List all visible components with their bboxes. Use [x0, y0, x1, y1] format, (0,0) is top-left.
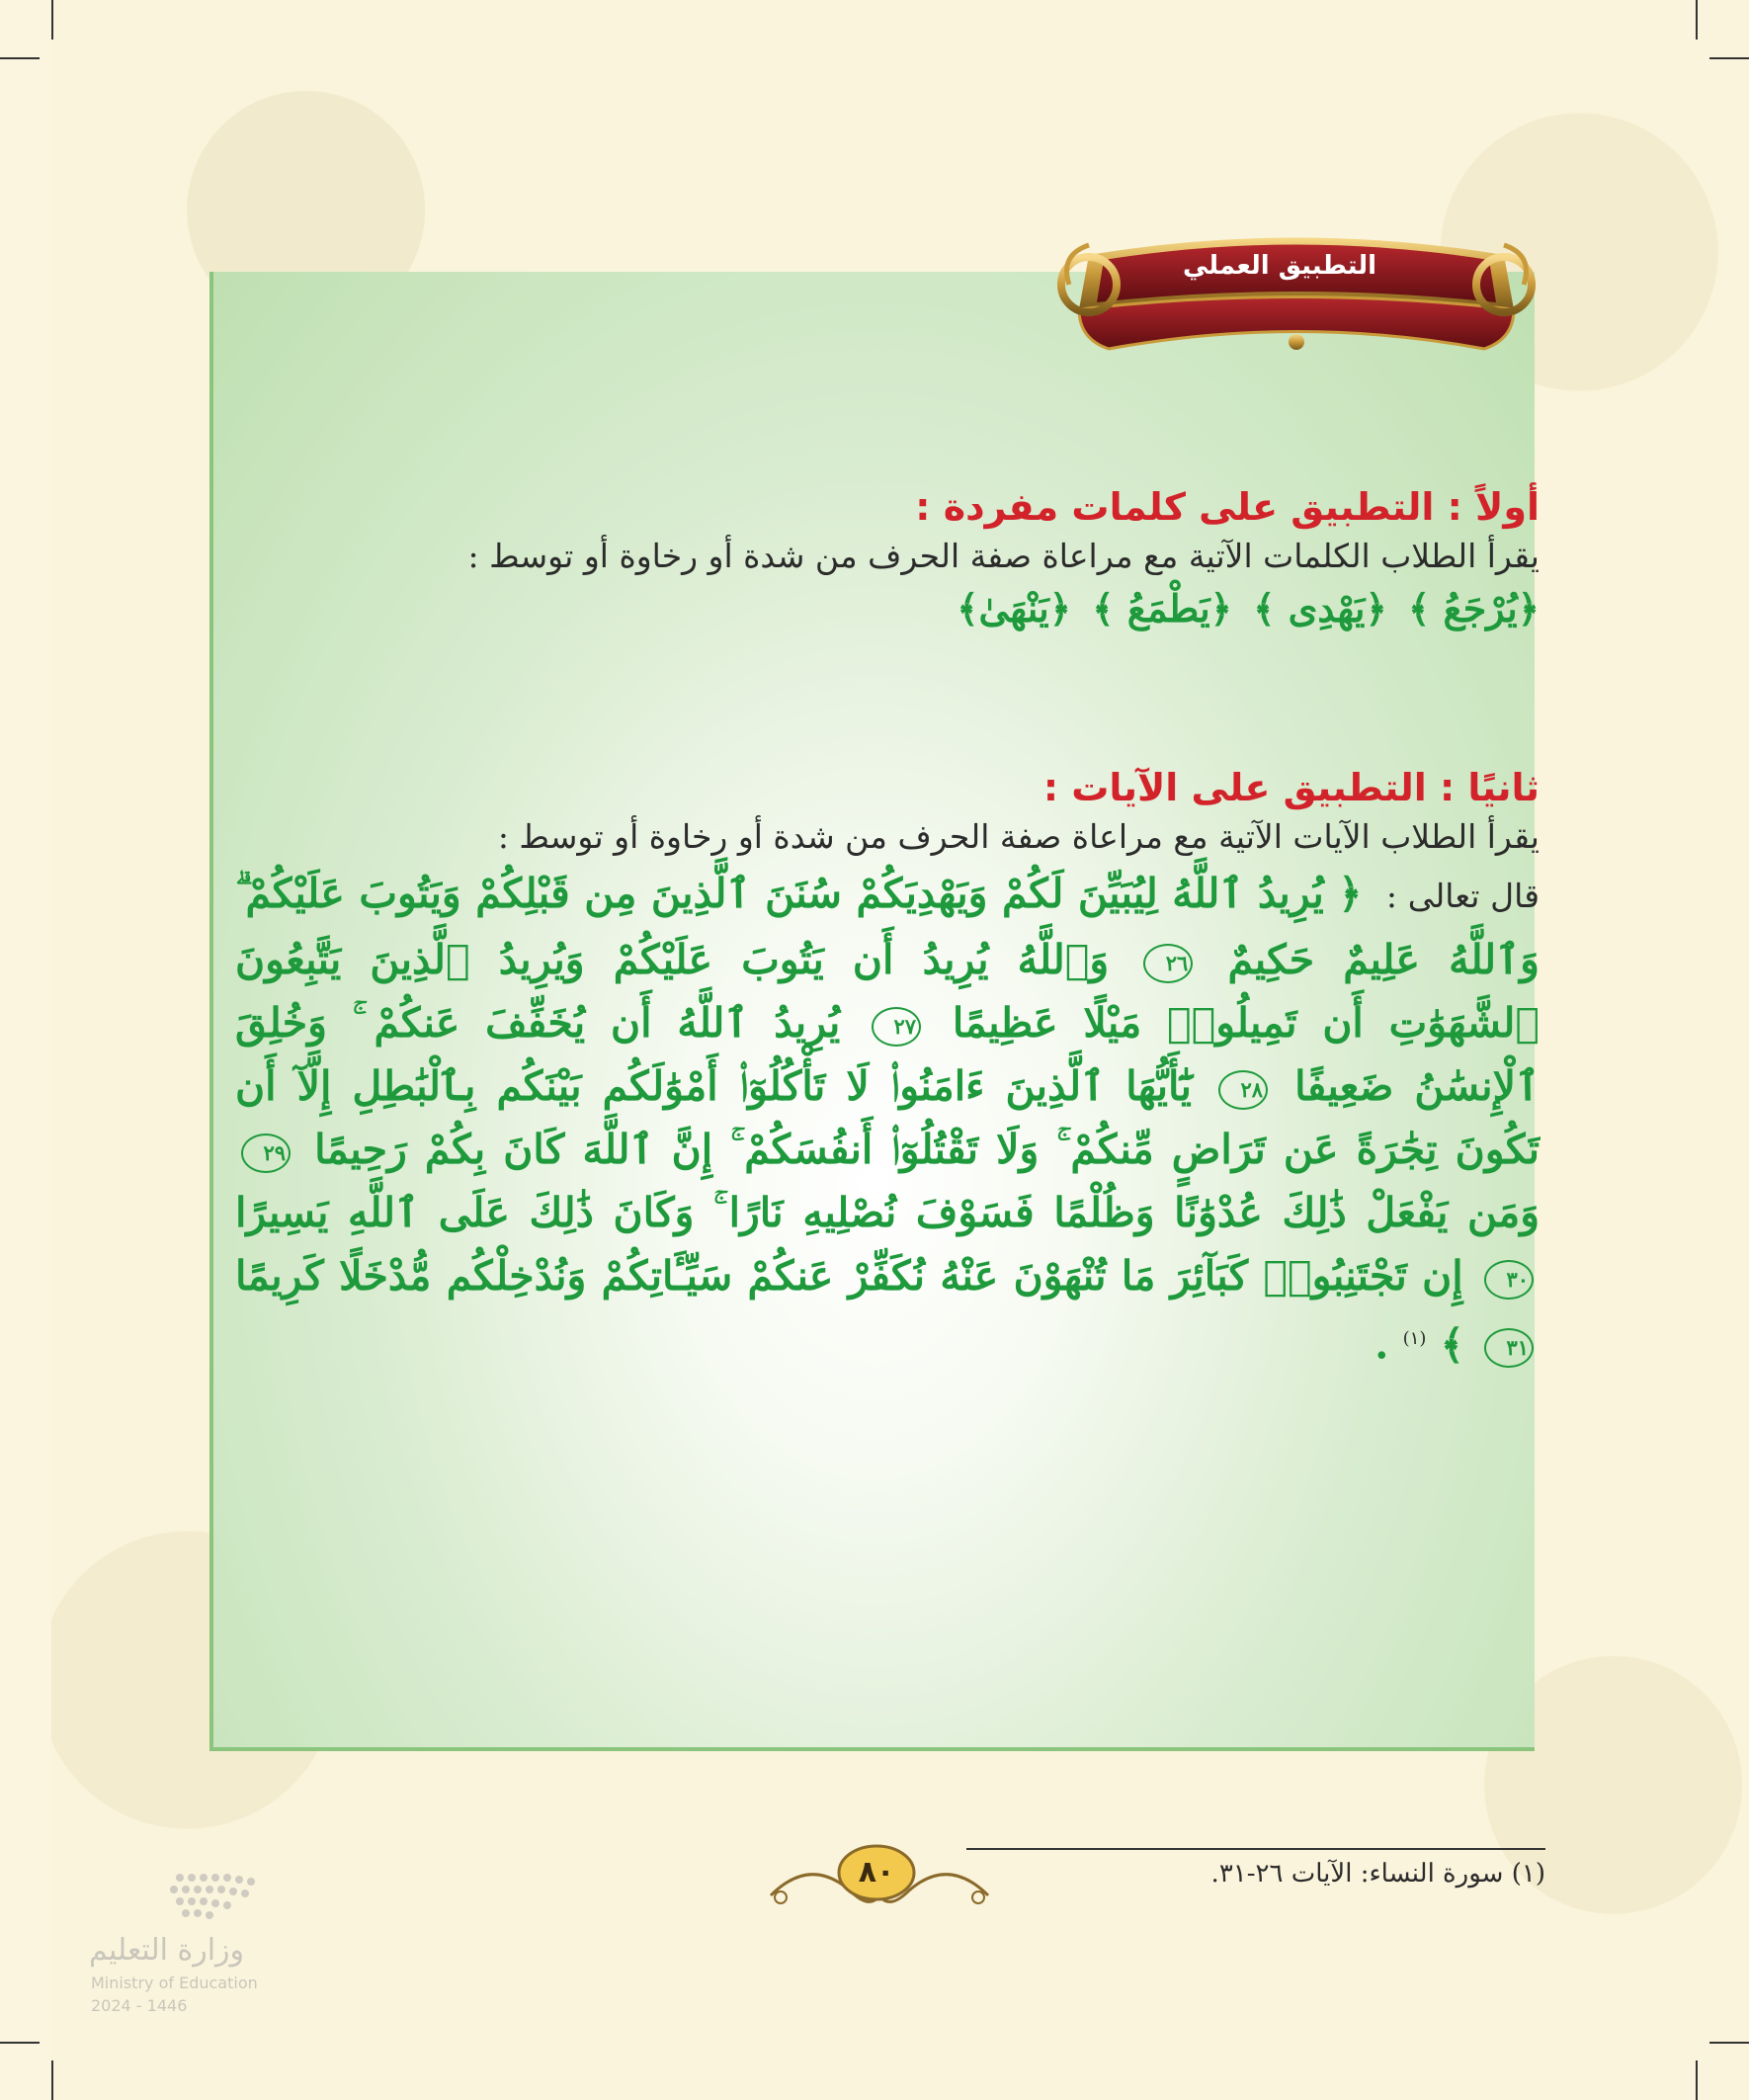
crop-mark [1709, 57, 1749, 59]
verse-number: ٢٦ [1143, 944, 1193, 983]
verse-text: ﴿ يُرِيدُ ٱللَّهُ لِيُبَيِّنَ لَكُمْ وَيَهْدِيَكُمْ سُنَنَ ٱلَّذِينَ مِن قَبْلِكُمْ وَيَتُوبَ عَلَيْكُمْ ۗ وَٱللَّهُ عَلِيمٌ حَكِيمٌ [235, 870, 1540, 983]
banner-title: التطبيق العملي [1182, 251, 1377, 281]
section1-heading: أولاً : التطبيق على كلمات مفردة : [915, 485, 1540, 529]
verse-text: إِن تَجْتَنِبُوا۟ كَبَآئِرَ مَا تُنْهَوْنَ عَنْهُ نُكَفِّرْ عَنكُمْ سَيِّـَٔاتِكُمْ وَنُدْخِلْكُم مُّدْخَلًا كَرِيمًا [235, 1252, 1463, 1300]
footnote: (١) سورة النساء: الآيات ٢٦-٣١. [1210, 1859, 1545, 1889]
footnote-reference: (١) [1402, 1328, 1427, 1349]
section-single-words [235, 482, 1540, 636]
section-verses [235, 763, 1540, 1377]
section2-heading: ثانيًا : التطبيق على الآيات : [1042, 766, 1540, 809]
word-item: ﴿يَنْهَىٰ﴾ [957, 586, 1072, 630]
verse-number: ٣٠ [1484, 1260, 1534, 1300]
verse-number: ٢٧ [872, 1007, 921, 1047]
crop-mark [51, 0, 53, 40]
crop-mark [1709, 2042, 1749, 2044]
ministry-name-en: Ministry of Education [91, 1974, 258, 1992]
verse-intro: قال تعالى : [1385, 877, 1540, 915]
ministry-year: 2024 - 1446 [91, 1996, 188, 2015]
verse-text: يَٰٓأَيُّهَا ٱلَّذِينَ ءَامَنُوا۟ لَا تَأْكُلُوٓا۟ أَمْوَٰلَكُم بَيْنَكُم بِٱلْبَٰطِلِ إِلَّآ أَن تَكُونَ تِجَٰرَةً عَن تَرَاضٍ مِّنكُمْ ۚ وَلَا تَقْتُلُوٓا۟ أَنفُسَكُمْ ۚ إِنَّ ٱللَّهَ كَانَ بِكُمْ رَحِيمًا [235, 1062, 1540, 1173]
page-number: ٨٠ [858, 1855, 895, 1890]
end-mark: . [1374, 1320, 1389, 1369]
title-banner [1049, 215, 1543, 364]
footnote-divider [966, 1848, 1545, 1850]
word-item: ﴿يُرْجَعُ ﴾ [1407, 586, 1540, 630]
verse-number: ٢٨ [1218, 1070, 1268, 1110]
crop-mark [1696, 0, 1698, 40]
verses-block [235, 862, 1540, 1377]
verse-number: ٣١ [1484, 1328, 1534, 1368]
section2-instruction: يقرأ الطلاب الآيات الآتية مع مراعاة صفة الحرف من شدة أو رخاوة أو توسط : [497, 817, 1540, 856]
word-list [235, 581, 1540, 636]
word-item: ﴿يَهْدِى ﴾ [1253, 586, 1387, 630]
crop-mark [0, 57, 40, 59]
verse-closing: ﴾ [1440, 1320, 1464, 1369]
verse-text: وَمَن يَفْعَلْ ذَٰلِكَ عُدْوَٰنًا وَظُلْمًا فَسَوْفَ نُصْلِيهِ نَارًا ۚ وَكَانَ ذَٰلِكَ عَلَى ٱللَّهِ يَسِيرًا [235, 1189, 1540, 1236]
verse-text: وَٱللَّهُ يُرِيدُ أَن يَتُوبَ عَلَيْكُمْ وَيُرِيدُ ٱلَّذِينَ يَتَّبِعُونَ ٱلشَّهَوَٰتِ أَن تَمِيلُوا۟ مَيْلًا عَظِيمًا [235, 936, 1541, 1047]
crop-mark [0, 2042, 40, 2044]
verse-number: ٢٩ [241, 1134, 291, 1173]
crop-mark [1696, 2060, 1698, 2100]
ministry-name-ar: وزارة التعليم [89, 1933, 245, 1968]
word-item: ﴿يَطْمَعُ ﴾ [1092, 586, 1232, 630]
section1-instruction: يقرأ الطلاب الكلمات الآتية مع مراعاة صفة الحرف من شدة أو رخاوة أو توسط : [467, 537, 1540, 575]
verse-text: يُرِيدُ ٱللَّهُ أَن يُخَفِّفَ عَنكُمْ ۚ وَخُلِقَ ٱلْإِنسَٰنُ ضَعِيفًا [235, 999, 1540, 1110]
crop-mark [51, 2060, 53, 2100]
